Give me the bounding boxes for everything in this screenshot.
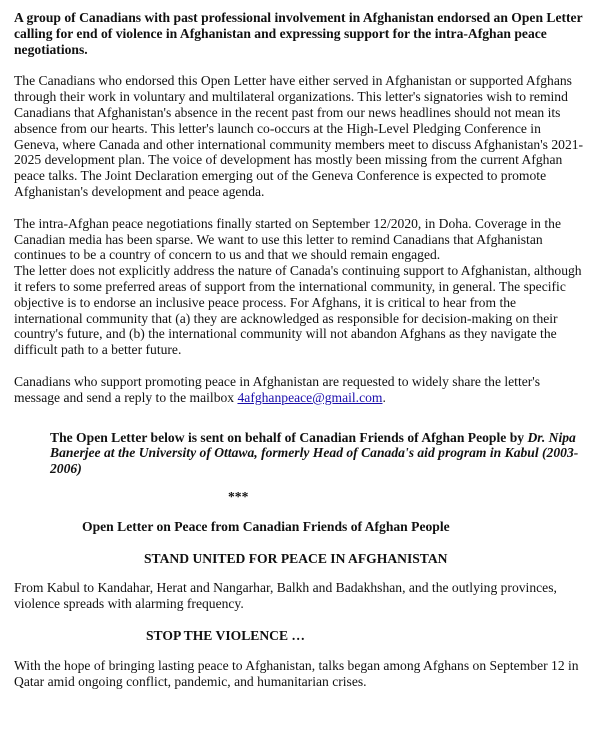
email-link[interactable]: 4afghanpeace@gmail.com (237, 389, 383, 405)
stop-violence-heading: STOP THE VIOLENCE … (146, 627, 306, 643)
negotiations-paragraph: The intra-Afghan peace negotiations finally started on September 12/2020, in Doha. Coverage in the Canadian media has been sparse. We want to use this letter to remind Canadians that Afghanistan continues to be a country of concern to us and that we should remain engaged. (14, 215, 561, 263)
intro-paragraph: The Canadians who endorsed this Open Letter have either served in Afghanistan or supported Afghans through their work in voluntary and multilateral organizations. This letter's signatories wish to remind Canadians that Afghanistan's absence in the recent past from our news headlines should not mean its absence from our hearts. This letter's launch co-occurs at the High-Level Pledging Conference in Geneva, where Canada and other international community members meet to discuss Afghanistan's 2021-2025 development plan. The voice of development has mostly been missing from the current Afghan peace talks. The Joint Declaration emerging out of the Geneva Conference is expected to promote Afghanistan's development and peace agenda. (14, 73, 584, 199)
document-headline: A group of Canadians with past professional involvement in Afghanistan endorsed an Open Letter calling for end of violence in Afghanistan and expressing support for the intra-Afghan peace negotiations. (14, 10, 583, 57)
objective-paragraph: The letter does not explicitly address the nature of Canada's continuing support to Afghanistan, although it refers to some preferred areas of support from the international community, in general. The specific objective is to endorse an inclusive peace process. For Afghans, it is critical to hear from the international community that (a) they are acknowledged as responsible for decision-making on their country's future, and (b) the international community will not abandon Afghans as they navigate the difficult path to a better future. (14, 263, 582, 358)
peace-talks-paragraph: With the hope of bringing lasting peace to Afghanistan, talks began among Afghans on September 12 in Qatar amid ongoing conflict, pandemic, and humanitarian crises. (14, 657, 579, 689)
separator-stars: *** (228, 488, 249, 504)
sender-note-text: The Open Letter below is sent on behalf of Canadian Friends of Afghan People by (50, 429, 528, 445)
stand-united-heading: STAND UNITED FOR PEACE IN AFGHANISTAN (144, 550, 448, 566)
open-letter-title: Open Letter on Peace from Canadian Friends of Afghan People (82, 518, 450, 534)
call-to-action-paragraph (14, 374, 586, 406)
call-to-action-end: . (382, 389, 386, 405)
sender-note (14, 430, 586, 477)
sender-note-author: Dr. Nipa Banerjee at the University of Ottawa, formerly Head of Canada's aid program in Kabul (2003-2006) (50, 429, 579, 477)
call-to-action-text: Canadians who support promoting peace in Afghanistan are requested to widely share the letter's message and send a reply to the mailbox (14, 373, 541, 405)
violence-paragraph: From Kabul to Kandahar, Herat and Nangarhar, Balkh and Badakhshan, and the outlying provinces, violence spreads with alarming frequency. (14, 580, 557, 612)
